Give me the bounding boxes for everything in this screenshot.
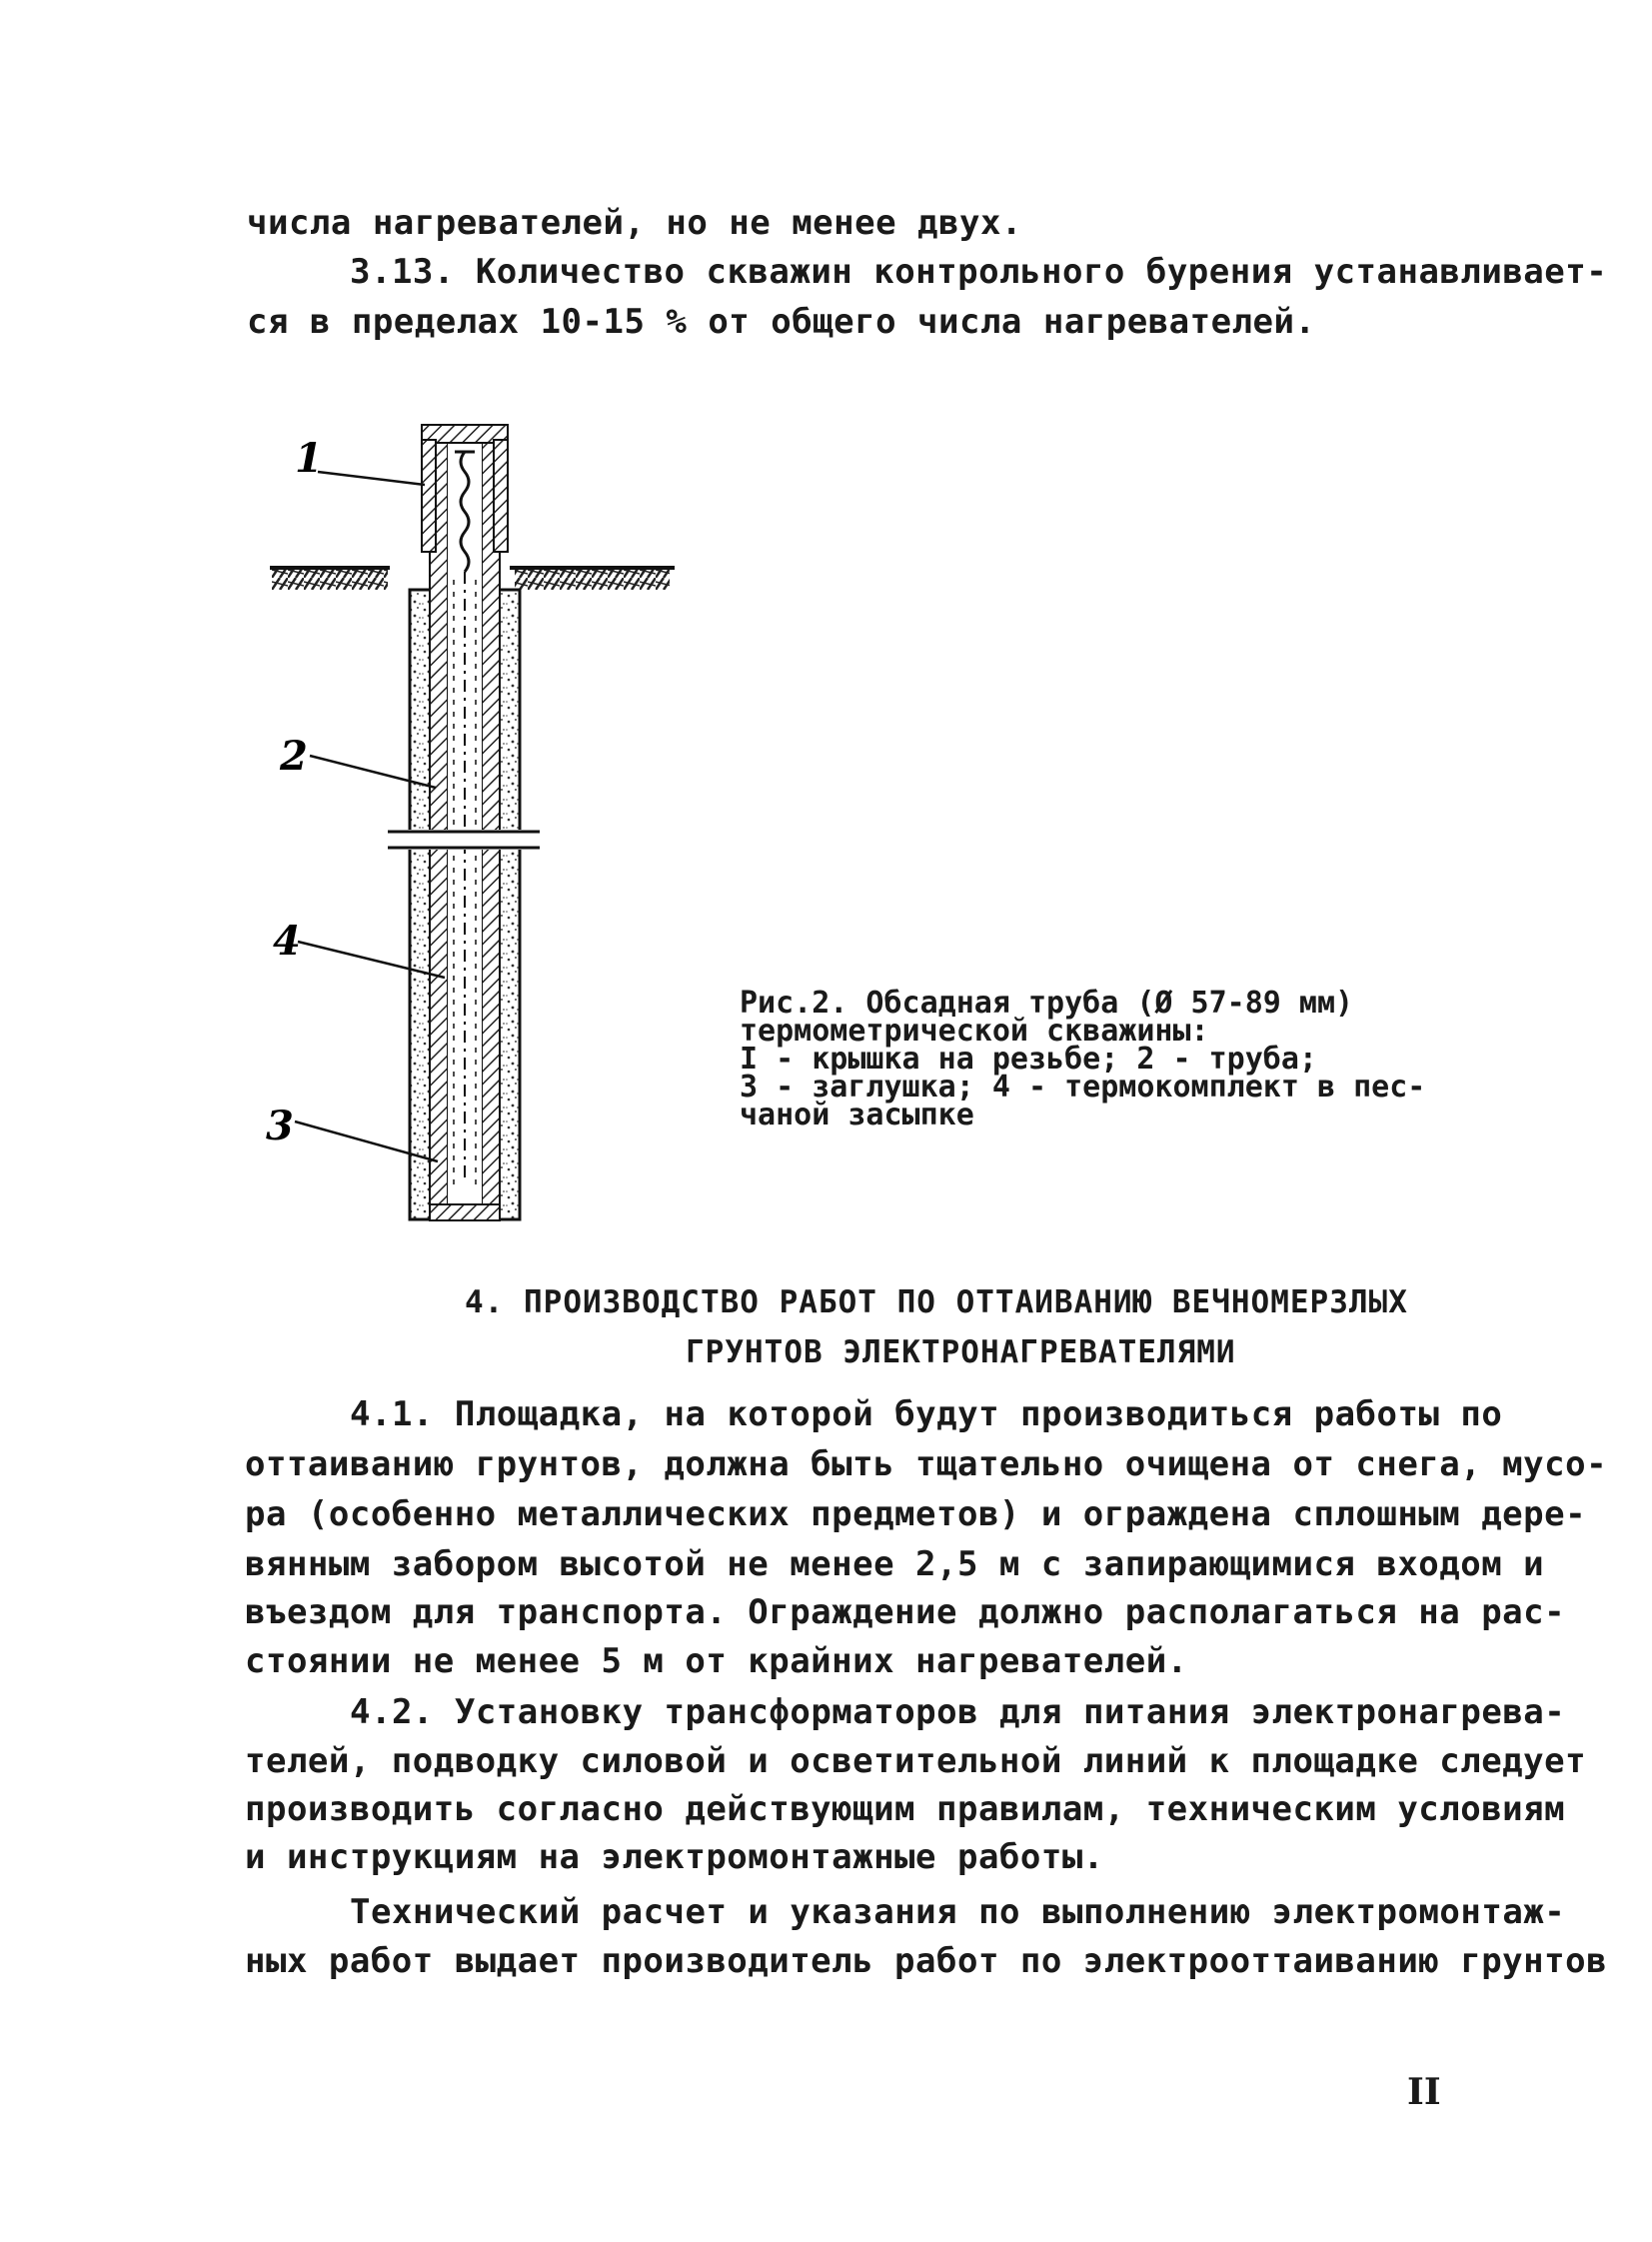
text-line: и инструкциям на электромонтажные работы. xyxy=(245,1837,1104,1877)
label-3: 3 xyxy=(266,1103,294,1149)
text-line: ных работ выдает производитель работ по электрооттаиванию грунтов xyxy=(245,1941,1608,1981)
page-number: II xyxy=(1407,2071,1441,2113)
figure-caption-line: чаной засыпке xyxy=(740,1098,974,1132)
figure-caption-line: термометрической скважины: xyxy=(740,1014,1209,1049)
section-heading: ГРУНТОВ ЭЛЕКТРОНАГРЕВАТЕЛЯМИ xyxy=(686,1334,1236,1370)
label-1: 1 xyxy=(295,435,323,482)
text-line: ра (особенно металлических предметов) и ограждена сплошным дере- xyxy=(245,1494,1587,1534)
text-line: Технический расчет и указания по выполнению электромонтаж- xyxy=(350,1892,1566,1932)
text-line: производить согласно действующим правилам, техническим условиям xyxy=(245,1789,1566,1829)
text-line: телей, подводку силовой и осветительной линий к площадке следует xyxy=(245,1741,1587,1781)
text-line: въездом для транспорта. Ограждение должно располагаться на рас- xyxy=(245,1592,1566,1632)
section-heading: 4. ПРОИЗВОДСТВО РАБОТ ПО ОТТАИВАНИЮ ВЕЧНОМЕРЗЛЫХ xyxy=(465,1284,1408,1320)
label-4: 4 xyxy=(273,918,301,965)
figure-caption-line: I - крышка на резьбе; 2 - труба; xyxy=(740,1042,1317,1077)
text-line: числа нагревателей, но не менее двух. xyxy=(247,203,1022,243)
label-2: 2 xyxy=(280,733,308,780)
text-line: вянным забором высотой не менее 2,5 м с запирающимися входом и xyxy=(245,1544,1545,1584)
bottom-plug xyxy=(430,1204,500,1220)
text-line: 4.2. Установку трансформаторов для питания электронагрева- xyxy=(350,1692,1566,1732)
figure-caption-line: 3 - заглушка; 4 - термокомплект в пес- xyxy=(740,1070,1426,1105)
text-line: 3.13. Количество скважин контрольного бурения устанавливает- xyxy=(350,252,1608,292)
text-line: ся в пределах 10-15 % от общего числа нагревателей. xyxy=(247,302,1316,342)
text-line: оттаиванию грунтов, должна быть тщательно очищена от снега, мусо- xyxy=(245,1444,1608,1484)
text-line: 4.1. Площадка, на которой будут производиться работы по xyxy=(350,1394,1503,1434)
text-line: стоянии не менее 5 м от крайних нагревателей. xyxy=(245,1641,1188,1681)
figure-caption-line: Рис.2. Обсадная труба (Ø 57-89 мм) xyxy=(740,986,1354,1021)
break-line xyxy=(388,830,540,850)
